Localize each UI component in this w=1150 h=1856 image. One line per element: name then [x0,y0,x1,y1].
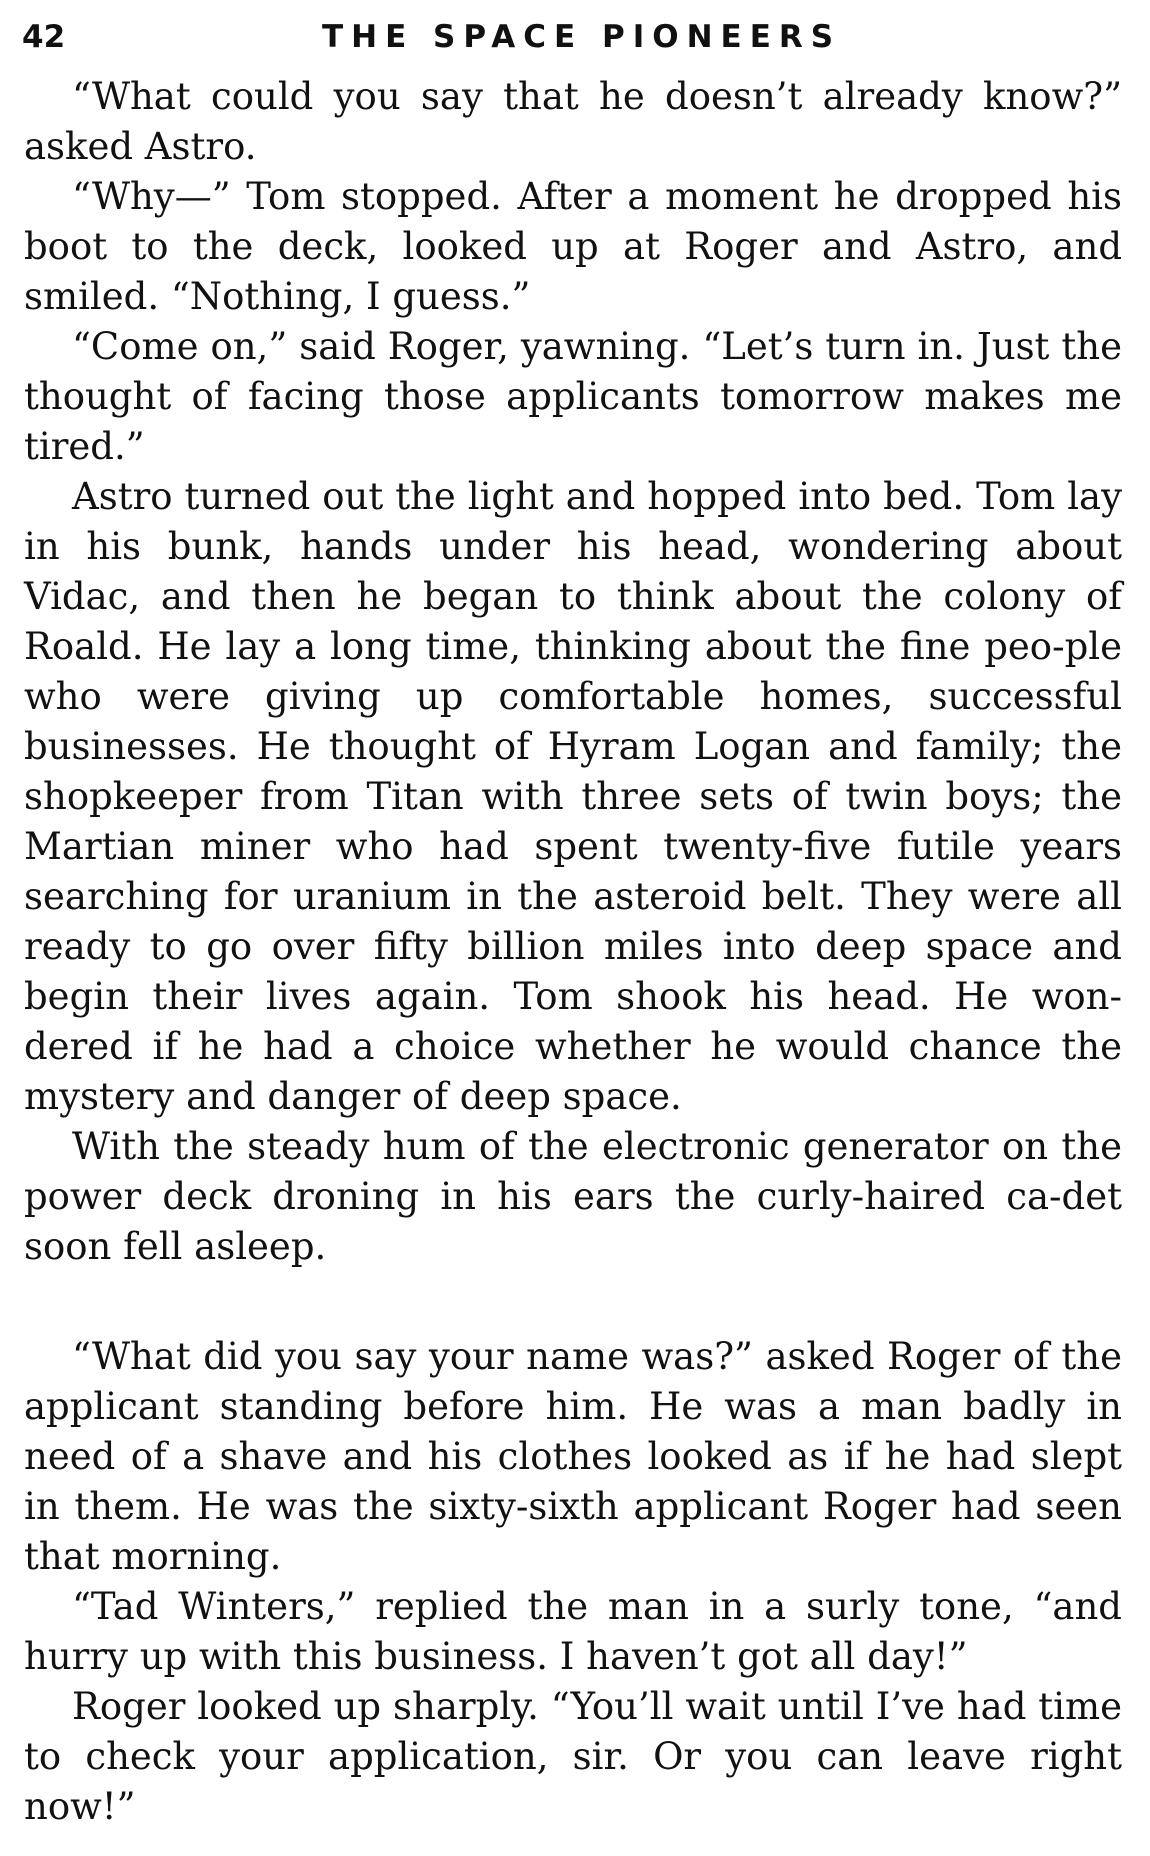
running-title: THE SPACE PIONEERS [322,19,842,55]
paragraph: Astro turned out the light and hopped into bed. Tom lay in his bunk, hands under his head, wondering about Vidac, and then he began to think about the colony of Roald. He lay a long time, thinking about the fine peo-ple who were giving up comfortable homes, successful businesses. He thought of Hyram Logan and family; the shopkeeper from Titan with three sets of twin boys; the Martian miner who had spent twenty-five futile years searching for uranium in the asteroid belt. They were all ready to go over fifty billion miles into deep space and begin their lives again. Tom shook his head. He won-dered if he had a choice whether he would chance the mystery and danger of deep space. [24,475,1122,1118]
body-text [24,72,1122,1832]
paragraph: Roger looked up sharply. “You’ll wait until I’ve had time to check your application, sir. Or you can leave right now!” [24,1685,1122,1828]
page-number: 42 [22,19,66,55]
running-head [22,14,1122,60]
paragraph: “What did you say your name was?” asked Roger of the applicant standing before him. He was a man badly in need of a shave and his clothes looked as if he had slept in them. He was the sixty-sixth applicant Roger had seen that morning. [24,1335,1122,1578]
paragraph: “Why—” Tom stopped. After a moment he dropped his boot to the deck, looked up at Roger and Astro, and smiled. “Nothing, I guess.” [24,175,1122,318]
paragraph: With the steady hum of the electronic generator on the power deck droning in his ears the curly-haired ca-det soon fell asleep. [24,1125,1122,1268]
paragraph: “Come on,” said Roger, yawning. “Let’s turn in. Just the thought of facing those applicants tomorrow makes me tired.” [24,325,1122,468]
section-break [24,1272,1122,1332]
paragraph: “Tad Winters,” replied the man in a surly tone, “and hurry up with this business. I haven’t got all day!” [24,1585,1122,1678]
paragraph: “What could you say that he doesn’t already know?” asked Astro. [24,75,1122,168]
